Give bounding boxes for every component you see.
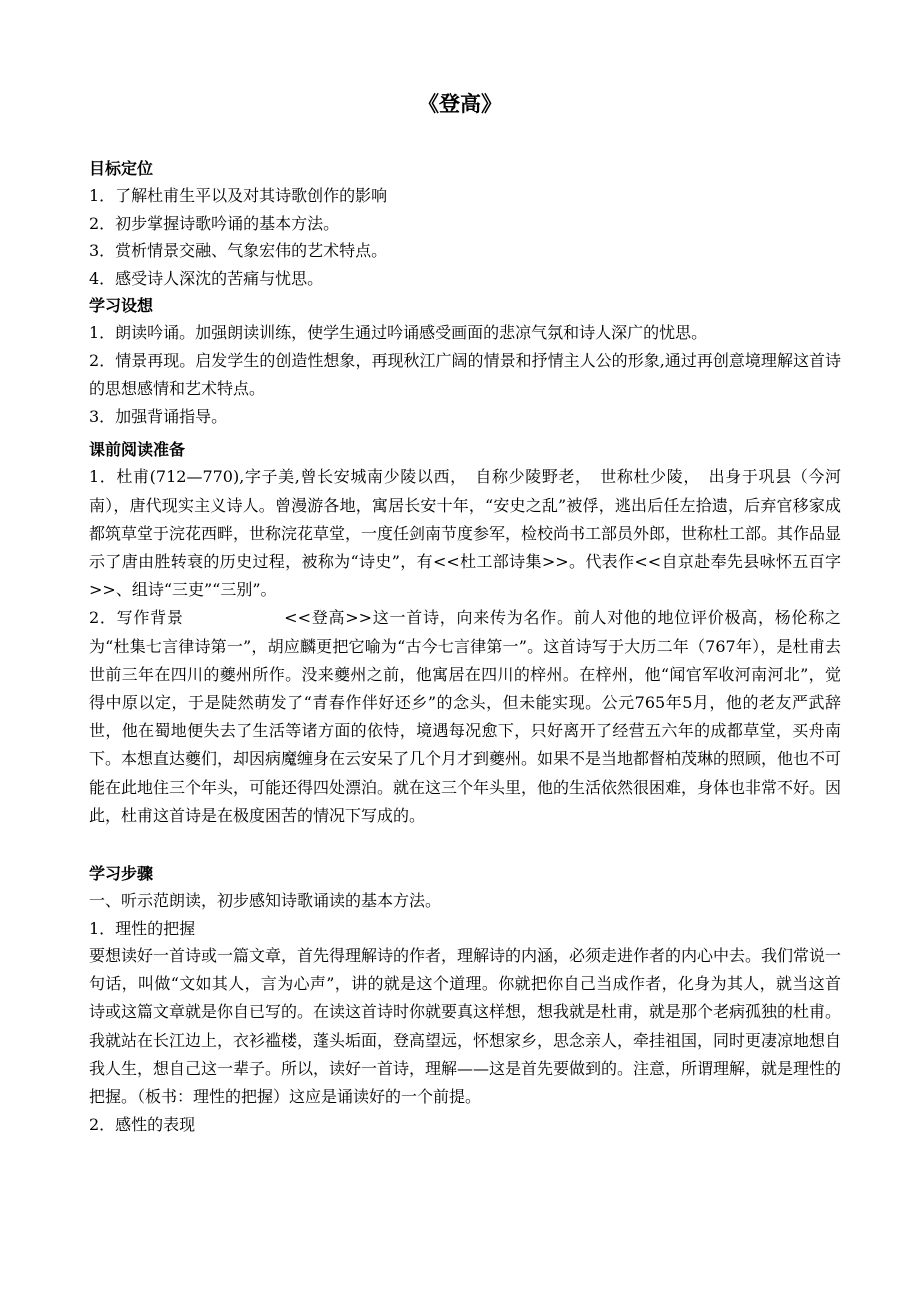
plan-item: 3．加强背诵指导。 [89,406,228,426]
goal-item: 1．了解杜甫生平以及对其诗歌创作的影响 [89,186,388,205]
plan-item: 1．朗读吟诵。加强朗读训练，使学生通过吟诵感受画面的悲凉气氛和诗人深广的忧思。 [89,323,708,342]
goal-item: 4．感受诗人深沈的苦痛与忧思。 [89,268,324,288]
steps-paragraph-rational: 要想读好一首诗或一篇文章，首先得理解诗的作者，理解诗的内涵，必须走进作者的内心中去。我们常说一句话，叫做“文如其人，言为心声”，讲的就是这个道理。你就把你自己当成作者，化身为其人，就当这首诗或这篇文章就是你自已写的。在读这首诗时你就要真这样想，想我就是杜甫，就是那个老病孤独的杜甫。我就站在长江边上，衣衫褴楼，蓬头垢面，登高望远，怀想家乡，思念亲人，牵挂祖国，同时更凄凉地想自我人生，想自己这一辈子。所以，读好一首诗，理解——这是首先要做到的。注意，所谓理解，就是理性的把握。（板书：理性的把握）这应是诵读好的一个前提。 [89,946,842,1107]
document-body [89,155,841,1139]
plan-item: 2．情景再现。启发学生的创造性想象，再现秋江广阔的情景和抒情主人公的形象,通过再创意境理解这首诗的思想感情和艺术特点。 [89,350,841,398]
goals-heading: 目标定位 [89,159,154,178]
steps-item-rational: 1．理性的把握 [89,918,196,938]
prep-heading: 课前阅读准备 [89,440,186,460]
steps-item-emotional: 2．感性的表现 [89,1115,196,1135]
plan-heading: 学习设想 [89,296,154,315]
prep-paragraph-background: 2．写作背景 <<登高>>这一首诗，向来传为名作。前人对他的地位评价极高，杨伦称之为“杜集七言律诗第一”，胡应麟更把它喻为“古今七言律第一”。这首诗写于大历二年（767年），是杜甫去世前三年在四川的夔州所作。没来夔州之前，他寓居在四川的梓州。在梓州，他“闻官军收河南河北”，觉得中原以定，于是陡然萌发了“青春作伴好还乡”的念头，但未能实现。公元765年5月，他的老友严武辞世，他在蜀地便失去了生活等诸方面的依恃，境遇每况愈下，只好离开了经营五六年的成都草堂，买舟南下。本想直达夔们，却因病魔缠身在云安呆了几个月才到夔州。如果不是当地都督柏茂琳的照顾，他也不可能在此地住三个年头，可能还得四处漂泊。就在这三个年头里，他的生活依然很困难，身体也非常不好。因此，杜甫这首诗是在极度困苦的情况下写成的。 [89,608,842,825]
steps-heading: 学习步骤 [89,864,154,884]
goal-item: 3．赏析情景交融、气象宏伟的艺术特点。 [89,241,388,260]
page-title: 《登高》 [418,92,502,116]
goal-item: 2．初步掌握诗歌吟诵的基本方法。 [89,213,340,233]
steps-subheading: 一、听示范朗读，初步感知诗歌诵读的基本方法。 [89,891,442,911]
prep-paragraph-author: 1．杜甫(712—770),字子美,曾长安城南少陵以西， 自称少陵野老， 世称杜少陵， 出身于巩县（今河南），唐代现实主义诗人。曾漫游各地，寓居长安十年，“安史之乱”被俘，逃出后任左拾遗，后弃官移家成都筑草堂于浣花西畔，世称浣花草堂，一度任剑南节度参军，检校尚书工部员外郎，世称杜工部。其作品显示了唐由胜转衰的历史过程，被称为“诗史”，有<<杜工部诗集>>。代表作<<自京赴奉先县咏怀五百字>>、组诗“三吏”“三别”。 [89,467,842,600]
